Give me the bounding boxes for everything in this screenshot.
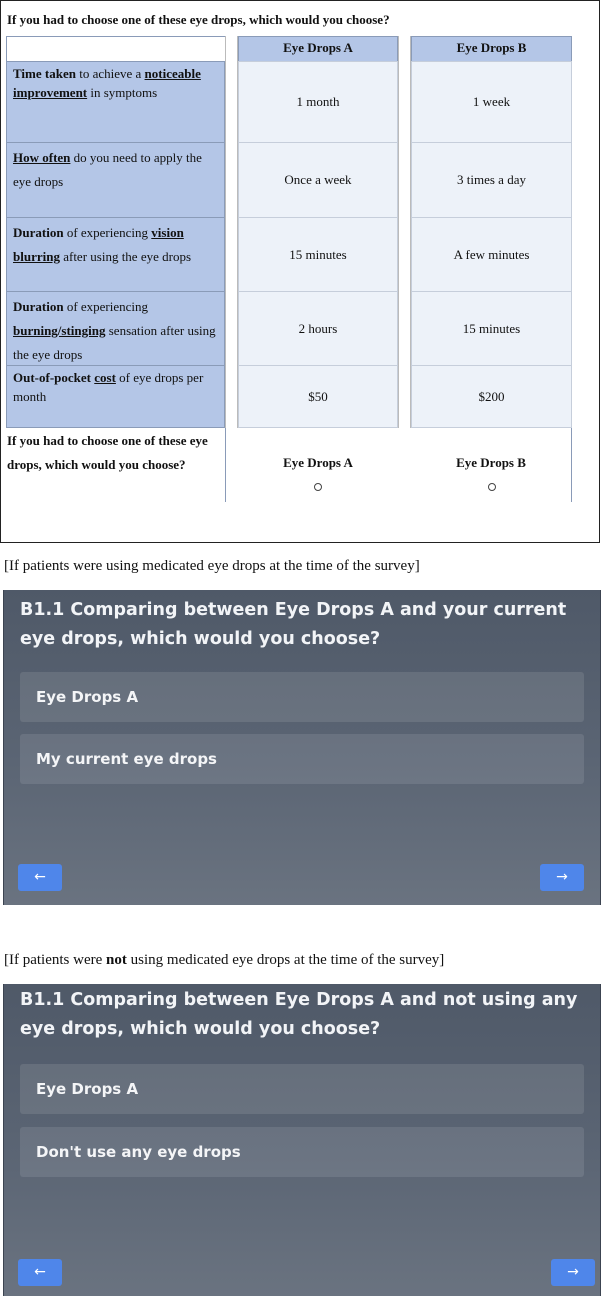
back-button[interactable]: ←: [18, 1259, 62, 1286]
divider: [225, 428, 226, 502]
value-b-how-often: 3 times a day: [411, 142, 572, 218]
header-eye-drops-a: Eye Drops A: [238, 36, 398, 62]
survey-panel-current-drops: [3, 590, 601, 905]
radio-eye-drops-b[interactable]: [488, 483, 496, 491]
option-no-eye-drops[interactable]: Don't use any eye drops: [20, 1127, 584, 1177]
panel-question: B1.1 Comparing between Eye Drops A and your current eye drops, which would you choose?: [20, 600, 567, 649]
attribute-time-taken: Time taken to achieve a noticeable improvement in symptoms: [6, 61, 225, 143]
choice-label-a: Eye Drops A: [283, 455, 353, 470]
value-b-cost: $200: [411, 365, 572, 428]
radio-eye-drops-a[interactable]: [314, 483, 322, 491]
value-a-vision-blurring: 15 minutes: [238, 217, 398, 292]
value-a-burning-stinging: 2 hours: [238, 291, 398, 366]
attribute-cost: Out-of-pocket cost of eye drops per month: [6, 365, 225, 428]
value-a-how-often: Once a week: [238, 142, 398, 218]
attribute-how-often: How often do you need to apply the eye drops: [6, 142, 225, 218]
value-b-time-taken: 1 week: [411, 61, 572, 143]
choice-label-b: Eye Drops B: [456, 455, 526, 470]
caption-using-eye-drops: [If patients were using medicated eye drops at the time of the survey]: [4, 558, 420, 574]
panel-question: B1.1 Comparing between Eye Drops A and not using any eye drops, which would you choose?: [20, 990, 578, 1039]
column-gap: [225, 36, 238, 428]
survey-panel-no-drops: [3, 984, 601, 1296]
attribute-vision-blurring: Duration of experiencing vision blurring after using the eye drops: [6, 217, 225, 292]
option-eye-drops-a[interactable]: Eye Drops A: [20, 1064, 584, 1114]
column-gap: [398, 36, 411, 428]
caption-not-using-eye-drops: [If patients were not using medicated eye drops at the time of the survey]: [4, 952, 445, 968]
attribute-burning-stinging: Duration of experiencing burning/stinging sensation after using the eye drops: [6, 291, 225, 366]
value-a-time-taken: 1 month: [238, 61, 398, 143]
header-blank: [6, 36, 225, 62]
next-button[interactable]: →: [540, 864, 584, 891]
value-b-burning-stinging: 15 minutes: [411, 291, 572, 366]
header-eye-drops-b: Eye Drops B: [411, 36, 572, 62]
option-eye-drops-a[interactable]: Eye Drops A: [20, 672, 584, 722]
choice-card: [0, 0, 600, 543]
option-current-eye-drops[interactable]: My current eye drops: [20, 734, 584, 784]
next-button[interactable]: →: [551, 1259, 595, 1286]
card-title: If you had to choose one of these eye drops, which would you choose?: [7, 12, 390, 27]
divider: [571, 428, 572, 502]
back-button[interactable]: ←: [18, 864, 62, 891]
value-b-vision-blurring: A few minutes: [411, 217, 572, 292]
value-a-cost: $50: [238, 365, 398, 428]
choice-question: If you had to choose one of these eye drops, which would you choose?: [7, 433, 208, 472]
